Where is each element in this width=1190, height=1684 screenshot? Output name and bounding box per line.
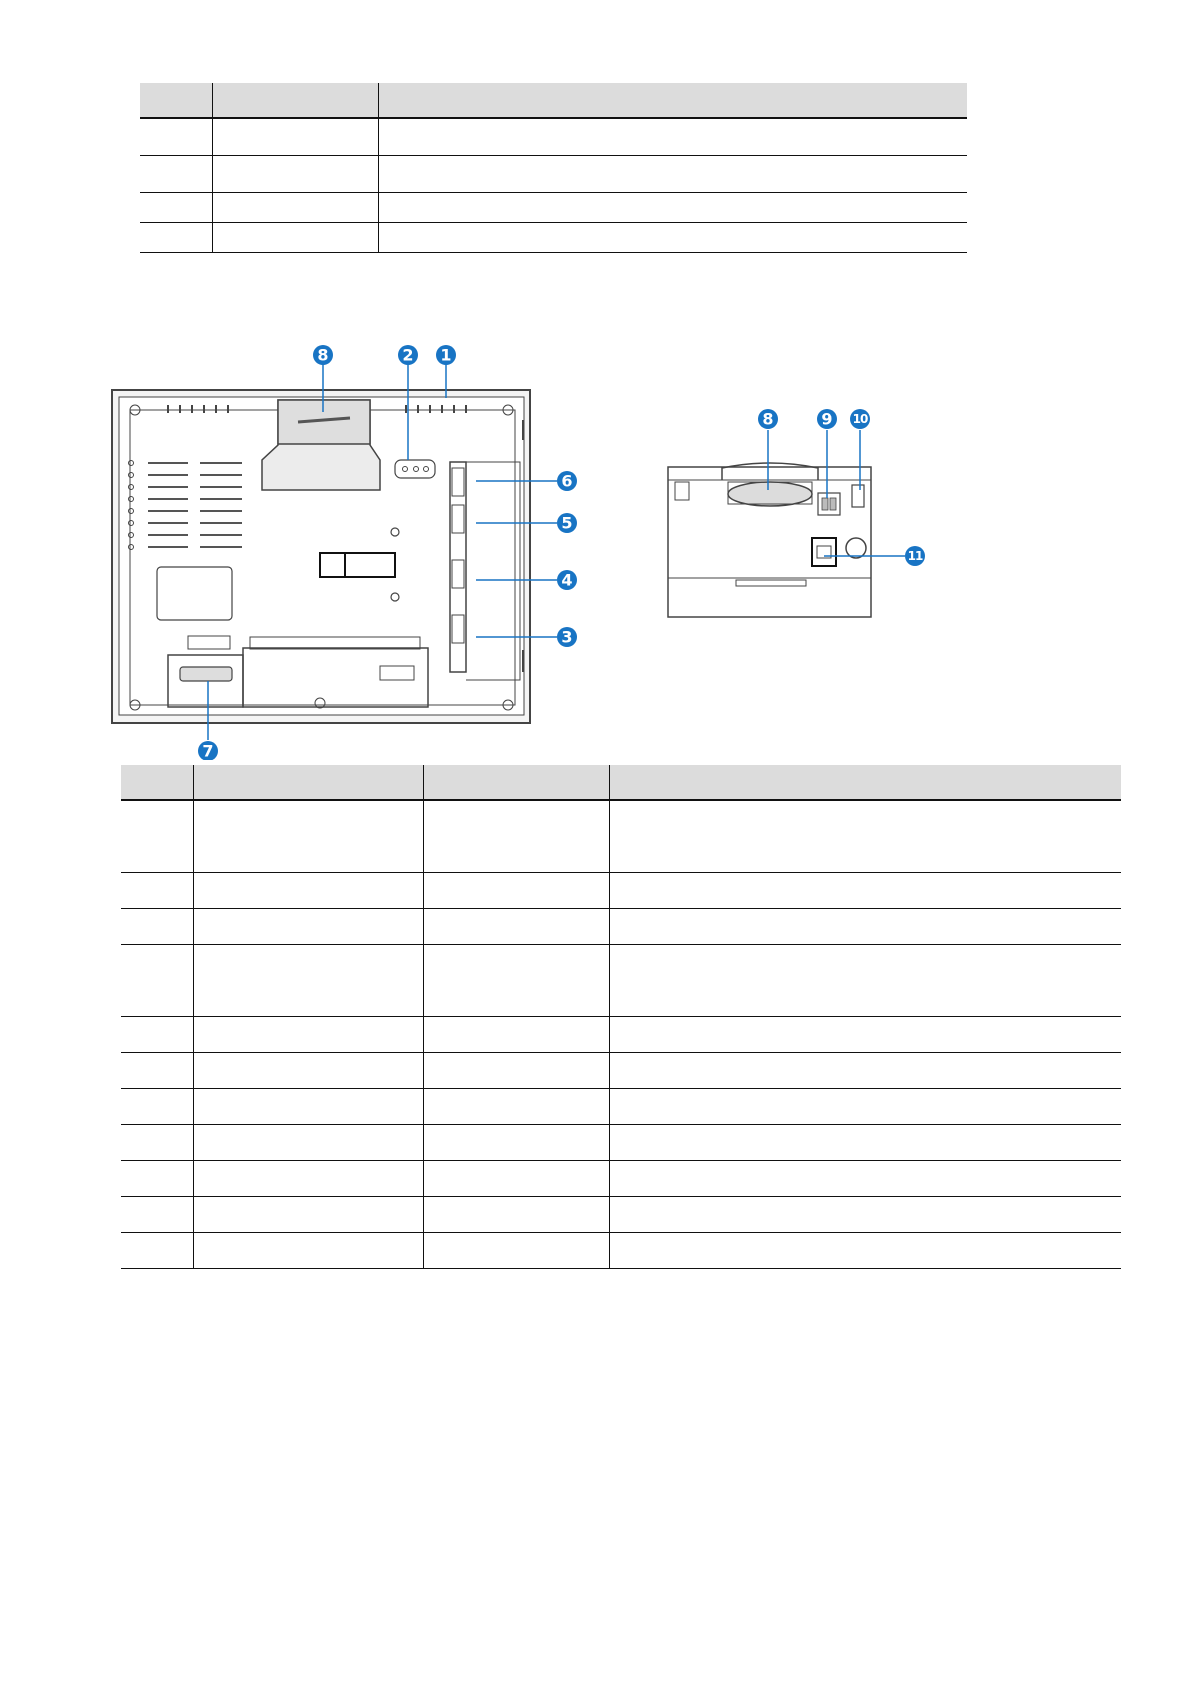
- table-cell: [423, 1124, 609, 1160]
- callout-4: [557, 570, 577, 590]
- table-cell: [378, 192, 967, 222]
- table-cell: [121, 1160, 193, 1196]
- table-cell: [121, 1016, 193, 1052]
- table-cell: [193, 908, 423, 944]
- table-header-row: [140, 83, 967, 118]
- table-cell: [423, 1088, 609, 1124]
- table-cell: [121, 944, 193, 1016]
- table-row: [121, 1016, 1121, 1052]
- callout-6: [557, 471, 577, 491]
- table-cell: [193, 872, 423, 908]
- callout-label: 9: [821, 409, 833, 429]
- callout-label: 7: [202, 741, 214, 760]
- callout-label: 2: [402, 345, 414, 365]
- callout-3: [557, 627, 577, 647]
- callout-10: [850, 409, 870, 429]
- table-cell: [121, 1052, 193, 1088]
- table-cell: [423, 1160, 609, 1196]
- table-row: [121, 1196, 1121, 1232]
- table-cell: [140, 155, 212, 192]
- callout-1: [436, 345, 456, 365]
- table-cell: [609, 800, 1121, 872]
- table-header-row: [121, 765, 1121, 800]
- table-cell: [609, 872, 1121, 908]
- callout-label: 8: [762, 409, 774, 429]
- callout-label: 10: [852, 412, 868, 426]
- callout-label: 3: [561, 627, 573, 647]
- callout-5: [557, 513, 577, 533]
- table-cell: [212, 192, 378, 222]
- table-cell: [609, 1016, 1121, 1052]
- bottom-spec-table: [121, 765, 1121, 1269]
- callout-11: [905, 546, 925, 566]
- header-cell: [121, 765, 193, 800]
- table-row: [121, 1160, 1121, 1196]
- table-row: [121, 1052, 1121, 1088]
- table-cell: [423, 1016, 609, 1052]
- table-cell: [609, 1160, 1121, 1196]
- device-diagram: [0, 320, 1190, 760]
- callout-label: 4: [561, 570, 573, 590]
- table-cell: [609, 944, 1121, 1016]
- table-row: [140, 222, 967, 252]
- callout-label: 8: [317, 345, 329, 365]
- header-cell: [212, 83, 378, 118]
- table-cell: [423, 872, 609, 908]
- table-row: [121, 800, 1121, 872]
- table-row: [121, 944, 1121, 1016]
- table-cell: [121, 908, 193, 944]
- back-panel-illustration: [112, 390, 530, 723]
- table-cell: [212, 222, 378, 252]
- callout-label: 11: [907, 549, 923, 563]
- table-cell: [609, 1124, 1121, 1160]
- table-cell: [193, 1232, 423, 1268]
- table-cell: [140, 192, 212, 222]
- top-spec-table: [140, 83, 967, 253]
- table-cell: [609, 1232, 1121, 1268]
- callout-label: 5: [561, 513, 573, 533]
- table-cell: [609, 1088, 1121, 1124]
- table-cell: [423, 944, 609, 1016]
- table-cell: [121, 1232, 193, 1268]
- side-view-illustration: [668, 463, 871, 617]
- table-cell: [193, 800, 423, 872]
- callout-9: [817, 409, 837, 429]
- table-cell: [193, 1160, 423, 1196]
- table-cell: [121, 1124, 193, 1160]
- table-cell: [423, 1196, 609, 1232]
- callout-7: [198, 741, 218, 760]
- table-row: [121, 1124, 1121, 1160]
- table-row: [140, 192, 967, 222]
- callout-label: 6: [561, 471, 573, 491]
- header-cell: [193, 765, 423, 800]
- table-cell: [423, 1052, 609, 1088]
- header-cell: [609, 765, 1121, 800]
- table-cell: [193, 1016, 423, 1052]
- table-row: [140, 118, 967, 155]
- table-cell: [378, 155, 967, 192]
- table-cell: [193, 1196, 423, 1232]
- table-cell: [212, 155, 378, 192]
- callout-8-main: [313, 345, 333, 365]
- table-cell: [193, 1052, 423, 1088]
- table-cell: [121, 800, 193, 872]
- header-cell: [140, 83, 212, 118]
- table-cell: [121, 1088, 193, 1124]
- table-cell: [378, 118, 967, 155]
- table-cell: [193, 944, 423, 1016]
- table-cell: [423, 908, 609, 944]
- table-cell: [609, 908, 1121, 944]
- table-cell: [423, 1232, 609, 1268]
- table-cell: [121, 1196, 193, 1232]
- table-cell: [423, 800, 609, 872]
- callout-2: [398, 345, 418, 365]
- header-cell: [378, 83, 967, 118]
- table-cell: [193, 1088, 423, 1124]
- table-row: [121, 1232, 1121, 1268]
- table-cell: [121, 872, 193, 908]
- table-cell: [212, 118, 378, 155]
- table-cell: [609, 1052, 1121, 1088]
- table-cell: [609, 1196, 1121, 1232]
- callout-label: 1: [440, 345, 452, 365]
- table-cell: [193, 1124, 423, 1160]
- table-cell: [140, 222, 212, 252]
- table-row: [121, 908, 1121, 944]
- table-row: [140, 155, 967, 192]
- table-row: [121, 1088, 1121, 1124]
- table-cell: [140, 118, 212, 155]
- table-row: [121, 872, 1121, 908]
- callout-8-side: [758, 409, 778, 429]
- table-cell: [378, 222, 967, 252]
- header-cell: [423, 765, 609, 800]
